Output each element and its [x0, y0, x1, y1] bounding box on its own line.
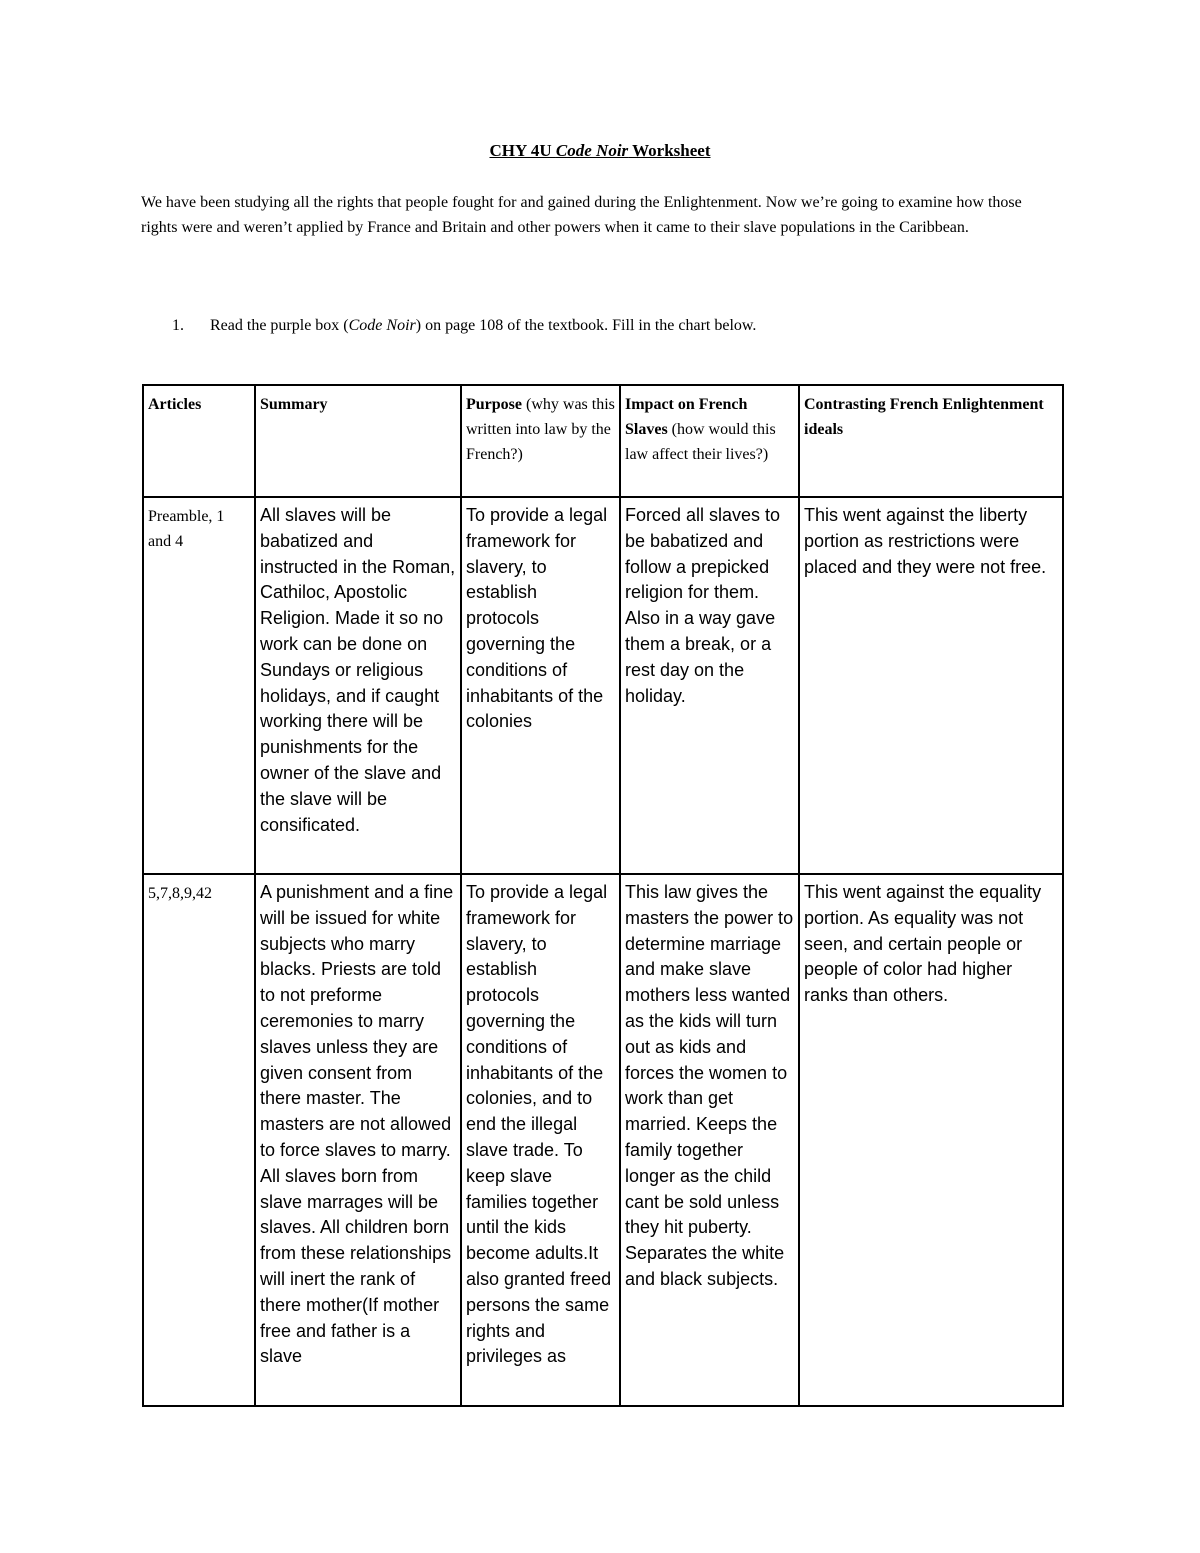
header-contrast: Contrasting French Enlightenment ideals — [799, 385, 1063, 497]
cell-contrast: This went against the equality portion. As equality was not seen, and certain people or people of color had higher ranks than others. — [799, 874, 1063, 1406]
title-prefix: CHY 4U — [489, 141, 556, 160]
question-text-before: Read the purple box ( — [210, 317, 349, 334]
title-italic: Code Noir — [555, 141, 629, 160]
cell-impact: This law gives the masters the power to determine marriage and make slave mothers less wanted as the kids will turn out as kids and forces the women to work than get married. Keeps the family together longer as the child cant be sold unless they hit puberty. Separates the white and black subjects. — [620, 874, 799, 1406]
cell-purpose: To provide a legal framework for slavery, to establish protocols governing the conditions of inhabitants of the colonies — [461, 497, 620, 874]
header-articles: Articles — [143, 385, 255, 497]
question-1 — [172, 313, 756, 338]
header-purpose: Purpose (why was this written into law by the French?) — [461, 385, 620, 497]
table-row — [143, 497, 1063, 874]
cell-articles: Preamble, 1 and 4 — [143, 497, 255, 874]
cell-impact: Forced all slaves to be babatized and follow a prepicked religion for them. Also in a way gave them a break, or a rest day on the holiday. — [620, 497, 799, 874]
header-impact: Impact on French Slaves (how would this law affect their lives?) — [620, 385, 799, 497]
cell-articles: 5,7,8,9,42 — [143, 874, 255, 1406]
cell-purpose: To provide a legal framework for slavery, to establish protocols governing the conditions of inhabitants of the colonies, and to end the illegal slave trade. To keep slave families together until the kids become adults.It also granted freed persons the same rights and privileges as — [461, 874, 620, 1406]
header-summary: Summary — [255, 385, 461, 497]
page-title — [0, 141, 1200, 161]
question-number: 1. — [172, 317, 184, 334]
header-row — [143, 385, 1063, 497]
code-noir-chart — [142, 384, 1064, 1407]
cell-summary: A punishment and a fine will be issued for white subjects who marry blacks. Priests are told to not preforme ceremonies to marry slaves unless they are given consent from there master. The masters are not allowed to force slaves to marry. All slaves born from slave marrages will be slaves. All children born from these relationships will inert the rank of there mother(If mother free and father is a slave — [255, 874, 461, 1406]
table-row — [143, 874, 1063, 1406]
question-text-italic: Code Noir — [348, 317, 416, 334]
cell-summary: All slaves will be babatized and instructed in the Roman, Cathiloc, Apostolic Religion. Made it so no work can be done on Sundays or religious holidays, and if caught working there will be punishments for the owner of the slave and the slave will be consificated. — [255, 497, 461, 874]
title-suffix: Worksheet — [628, 141, 711, 160]
cell-contrast: This went against the liberty portion as restrictions were placed and they were not free. — [799, 497, 1063, 874]
question-text-after: ) on page 108 of the textbook. Fill in the chart below. — [415, 317, 757, 334]
intro-paragraph: We have been studying all the rights that people fought for and gained during the Enlightenment. Now we’re going to examine how those rights were and weren’t applied by France and Britain and other powers when it came to their slave populations in the Caribbean. — [141, 194, 1022, 236]
